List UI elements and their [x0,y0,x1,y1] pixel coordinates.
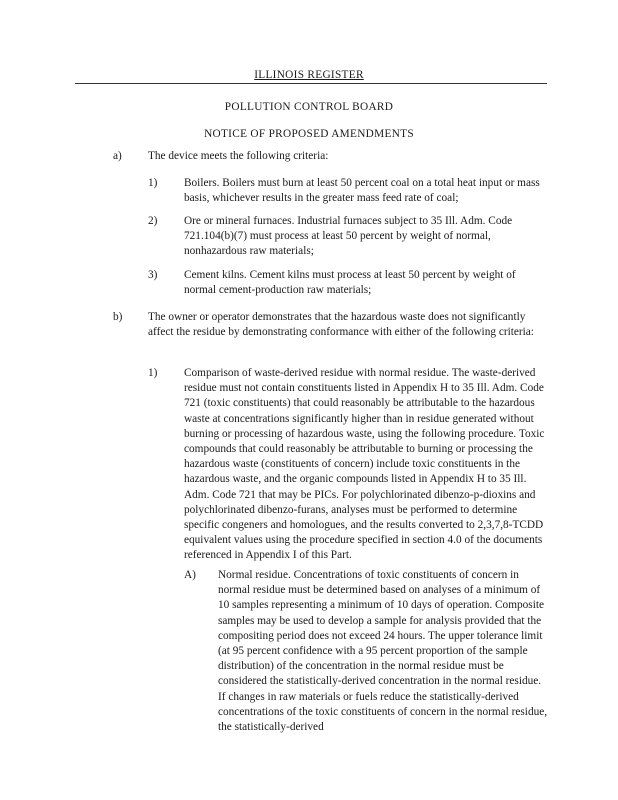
item-a3-label: 3) [148,269,158,281]
item-b1-text: Comparison of waste-derived residue with normal residue. The waste-derived residue must not contain constituents listed in Appendix H to 35 Ill. Adm. Code 721 (toxic constituents) that could reasonably be attributable to the hazardous waste at concentrations significantly higher than in residue generated without burning or processing of hazardous waste, using the following procedure. Toxic compounds that could reasonably be attributable to burning or processing the hazardous waste (constituents of concern) include toxic constituents in the hazardous waste, and the organic compounds listed in Appendix H to 35 Ill. Adm. Code 721 that may be PICs. For polychlorinated dibenzo-p-dioxins and polychlorinated dibenzo-furans, analyses must be performed to determine specific congeners and homologues, and the results converted to 2,3,7,8-TCDD equivalent values using the procedure specified in section 4.0 of the documents referenced in Appendix I of this Part. [184,367,545,562]
register-title [0,68,618,83]
notice-title: NOTICE OF PROPOSED AMENDMENTS [204,128,414,140]
item-b1a-label: A) [184,569,196,581]
item-a1-label: 1) [148,177,158,189]
item-a1-text: Boilers. Boilers must burn at least 50 percent coal on a total heat input or mass basis, whichever results in the greater mass feed rate of coal; [184,177,540,205]
item-b-label: b) [113,311,123,323]
register-title-text: ILLINOIS REGISTER [254,69,364,81]
board-title: POLLUTION CONTROL BOARD [224,101,394,113]
item-a2-label: 2) [148,215,158,227]
item-a2-text: Ore or mineral furnaces. Industrial furnaces subject to 35 Ill. Adm. Code 721.104(b)(7) must process at least 50 percent by weight of normal, nonhazardous raw materials; [184,215,513,258]
item-a-text: The device meets the following criteria: [148,150,329,162]
item-b-text: The owner or operator demonstrates that the hazardous waste does not significantly affect the residue by demonstrating conformance with either of the following criteria: [148,311,534,339]
item-a3-text: Cement kilns. Cement kilns must process at least 50 percent by weight of normal cement-production raw materials; [184,269,516,297]
item-b1a-text: Normal residue. Concentrations of toxic constituents of concern in normal residue must be determined based on analyses of a minimum of 10 samples representing a minimum of 10 days of operation. Composite samples may be used to develop a sample for analysis provided that the compositing period does not exceed 24 hours. The upper tolerance limit (at 95 percent confidence with a 95 percent proportion of the sample distribution) of the concentration in the normal residue must be considered the statistically-derived concentration in the normal residue. If changes in raw materials or fuels reduce the statistically-derived concentrations of the toxic constituents of concern in the normal residue, the statistically-derived [218,569,548,734]
item-b1-label: 1) [148,367,158,379]
item-a-label: a) [113,150,122,162]
